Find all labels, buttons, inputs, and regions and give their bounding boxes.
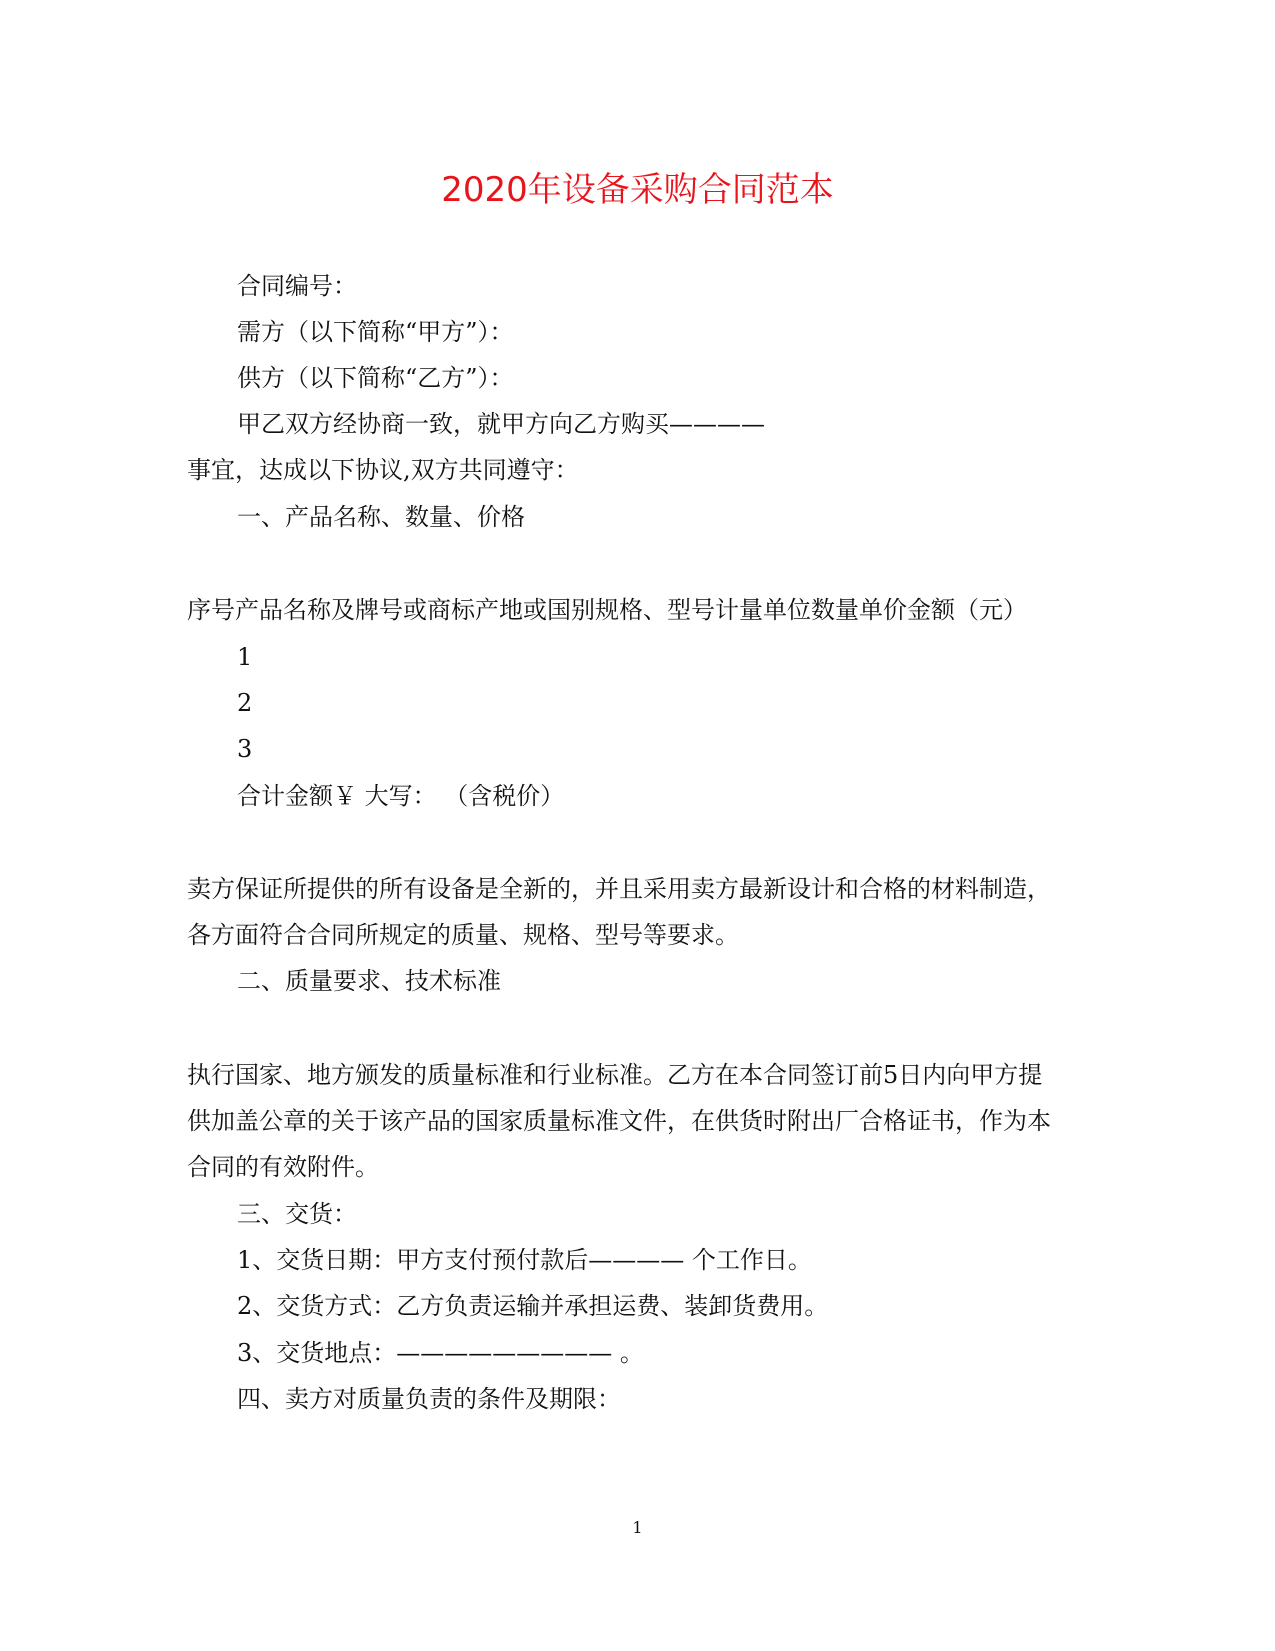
product-table-row-3: 3 [237, 735, 253, 763]
intro-paragraph-line-1: 甲乙双方经协商一致，就甲方向乙方购买———— [237, 410, 765, 438]
product-table-header: 序号产品名称及牌号或商标产地或国别规格、型号计量单位数量单价金额（元） [187, 596, 1027, 624]
intro-paragraph-line-2: 事宜，达成以下协议,双方共同遵守： [187, 456, 579, 484]
warranty-paragraph-line-2: 各方面符合合同所规定的质量、规格、型号等要求。 [187, 921, 739, 949]
delivery-method-item: 2、交货方式：乙方负责运输并承担运费、装卸货费用。 [237, 1292, 829, 1320]
contract-number-label: 合同编号： [237, 272, 357, 300]
standards-paragraph-line-2: 供加盖公章的关于该产品的国家质量标准文件，在供货时附出厂合格证书，作为本 [187, 1107, 1051, 1135]
product-table-row-1: 1 [237, 643, 253, 671]
document-title: 2020年设备采购合同范本 [441, 170, 834, 210]
section-1-heading: 一、产品名称、数量、价格 [237, 503, 525, 531]
warranty-paragraph-line-1: 卖方保证所提供的所有设备是全新的，并且采用卖方最新设计和合格的材料制造， [187, 875, 1051, 903]
page-number: 1 [632, 1518, 643, 1537]
product-table-row-2: 2 [237, 689, 253, 717]
section-4-heading: 四、卖方对质量负责的条件及期限： [237, 1385, 621, 1413]
standards-paragraph-line-1: 执行国家、地方颁发的质量标准和行业标准。乙方在本合同签订前5日内向甲方提 [187, 1061, 1043, 1089]
standards-paragraph-line-3: 合同的有效附件。 [187, 1153, 379, 1181]
section-2-heading: 二、质量要求、技术标准 [237, 967, 501, 995]
party-b-label: 供方（以下简称“乙方”）： [237, 364, 514, 392]
delivery-location-item: 3、交货地点：————————— 。 [237, 1339, 644, 1367]
section-3-heading: 三、交货： [237, 1200, 357, 1228]
party-a-label: 需方（以下简称“甲方”）： [237, 318, 514, 346]
delivery-date-item: 1、交货日期：甲方支付预付款后———— 个工作日。 [237, 1246, 812, 1274]
total-amount-line: 合计金额￥ 大写： （含税价） [237, 782, 565, 810]
